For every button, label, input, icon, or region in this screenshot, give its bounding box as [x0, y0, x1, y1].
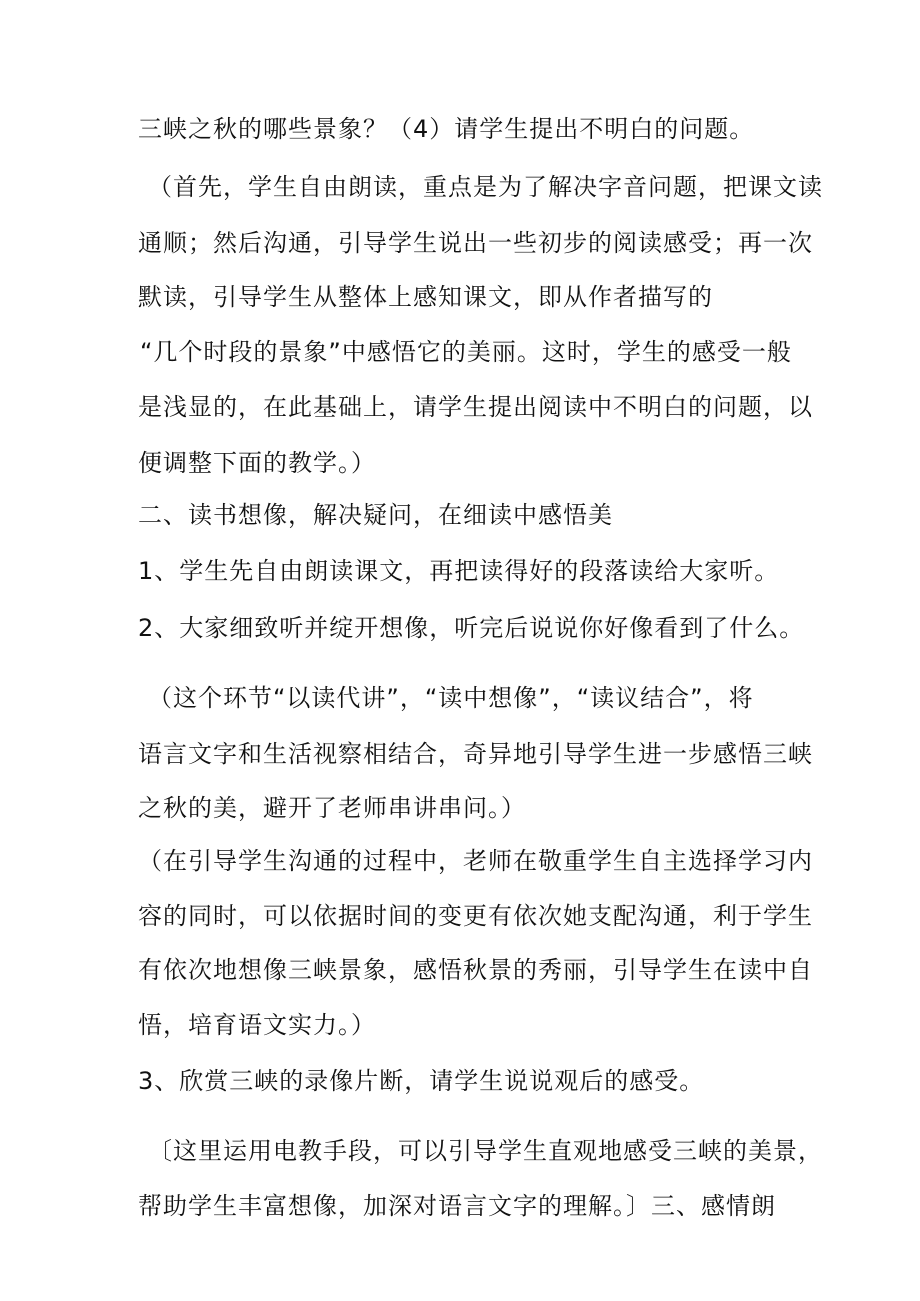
text-line: 是浅显的，在此基础上，请学生提出阅读中不明白的问题，以: [138, 393, 813, 421]
text-line: （首先，学生自由朗读，重点是为了解决字音问题，把课文读: [148, 173, 823, 201]
text-line: 通顺；然后沟通，引导学生说出一些初步的阅读感受；再一次: [138, 229, 813, 257]
text-line: 〔这里运用电教手段，可以引导学生直观地感受三峡的美景，: [148, 1137, 823, 1165]
text-line: 2、大家细致听并绽开想像，听完后说说你好像看到了什么。: [138, 614, 805, 642]
text-line: （在引导学生沟通的过程中，老师在敬重学生自主选择学习内: [138, 847, 813, 875]
text-line: 语言文字和生活视察相结合，奇异地引导学生进一步感悟三峡: [138, 740, 813, 768]
text-line: 1、学生先自由朗读课文，再把读得好的段落读给大家听。: [138, 557, 780, 585]
text-line: 默读，引导学生从整体上感知课文，即从作者描写的: [138, 283, 713, 311]
text-line: 三峡之秋的哪些景象？（4）请学生提出不明白的问题。: [138, 115, 755, 143]
section-heading: 二、读书想像，解决疑问，在细读中感悟美: [138, 501, 613, 529]
text-line: 之秋的美，避开了老师串讲串问。）: [138, 794, 526, 822]
text-line: 3、欣赏三峡的录像片断，请学生说说观后的感受。: [138, 1067, 705, 1095]
text-line: 帮助学生丰富想像，加深对语言文字的理解。〕三、感情朗: [138, 1192, 776, 1220]
text-line: （这个环节“以读代讲”，“读中想像”，“读议结合”，将: [148, 684, 754, 712]
text-line: 有依次地想像三峡景象，感悟秋景的秀丽，引导学生在读中自: [138, 956, 813, 984]
text-line: “几个时段的景象”中感悟它的美丽。这时，学生的感受一般: [140, 338, 792, 366]
text-line: 悟，培育语文实力。）: [138, 1011, 376, 1039]
text-line: 便调整下面的教学。）: [138, 449, 376, 477]
text-line: 容的同时，可以依据时间的变更有依次她支配沟通，利于学生: [138, 902, 813, 930]
